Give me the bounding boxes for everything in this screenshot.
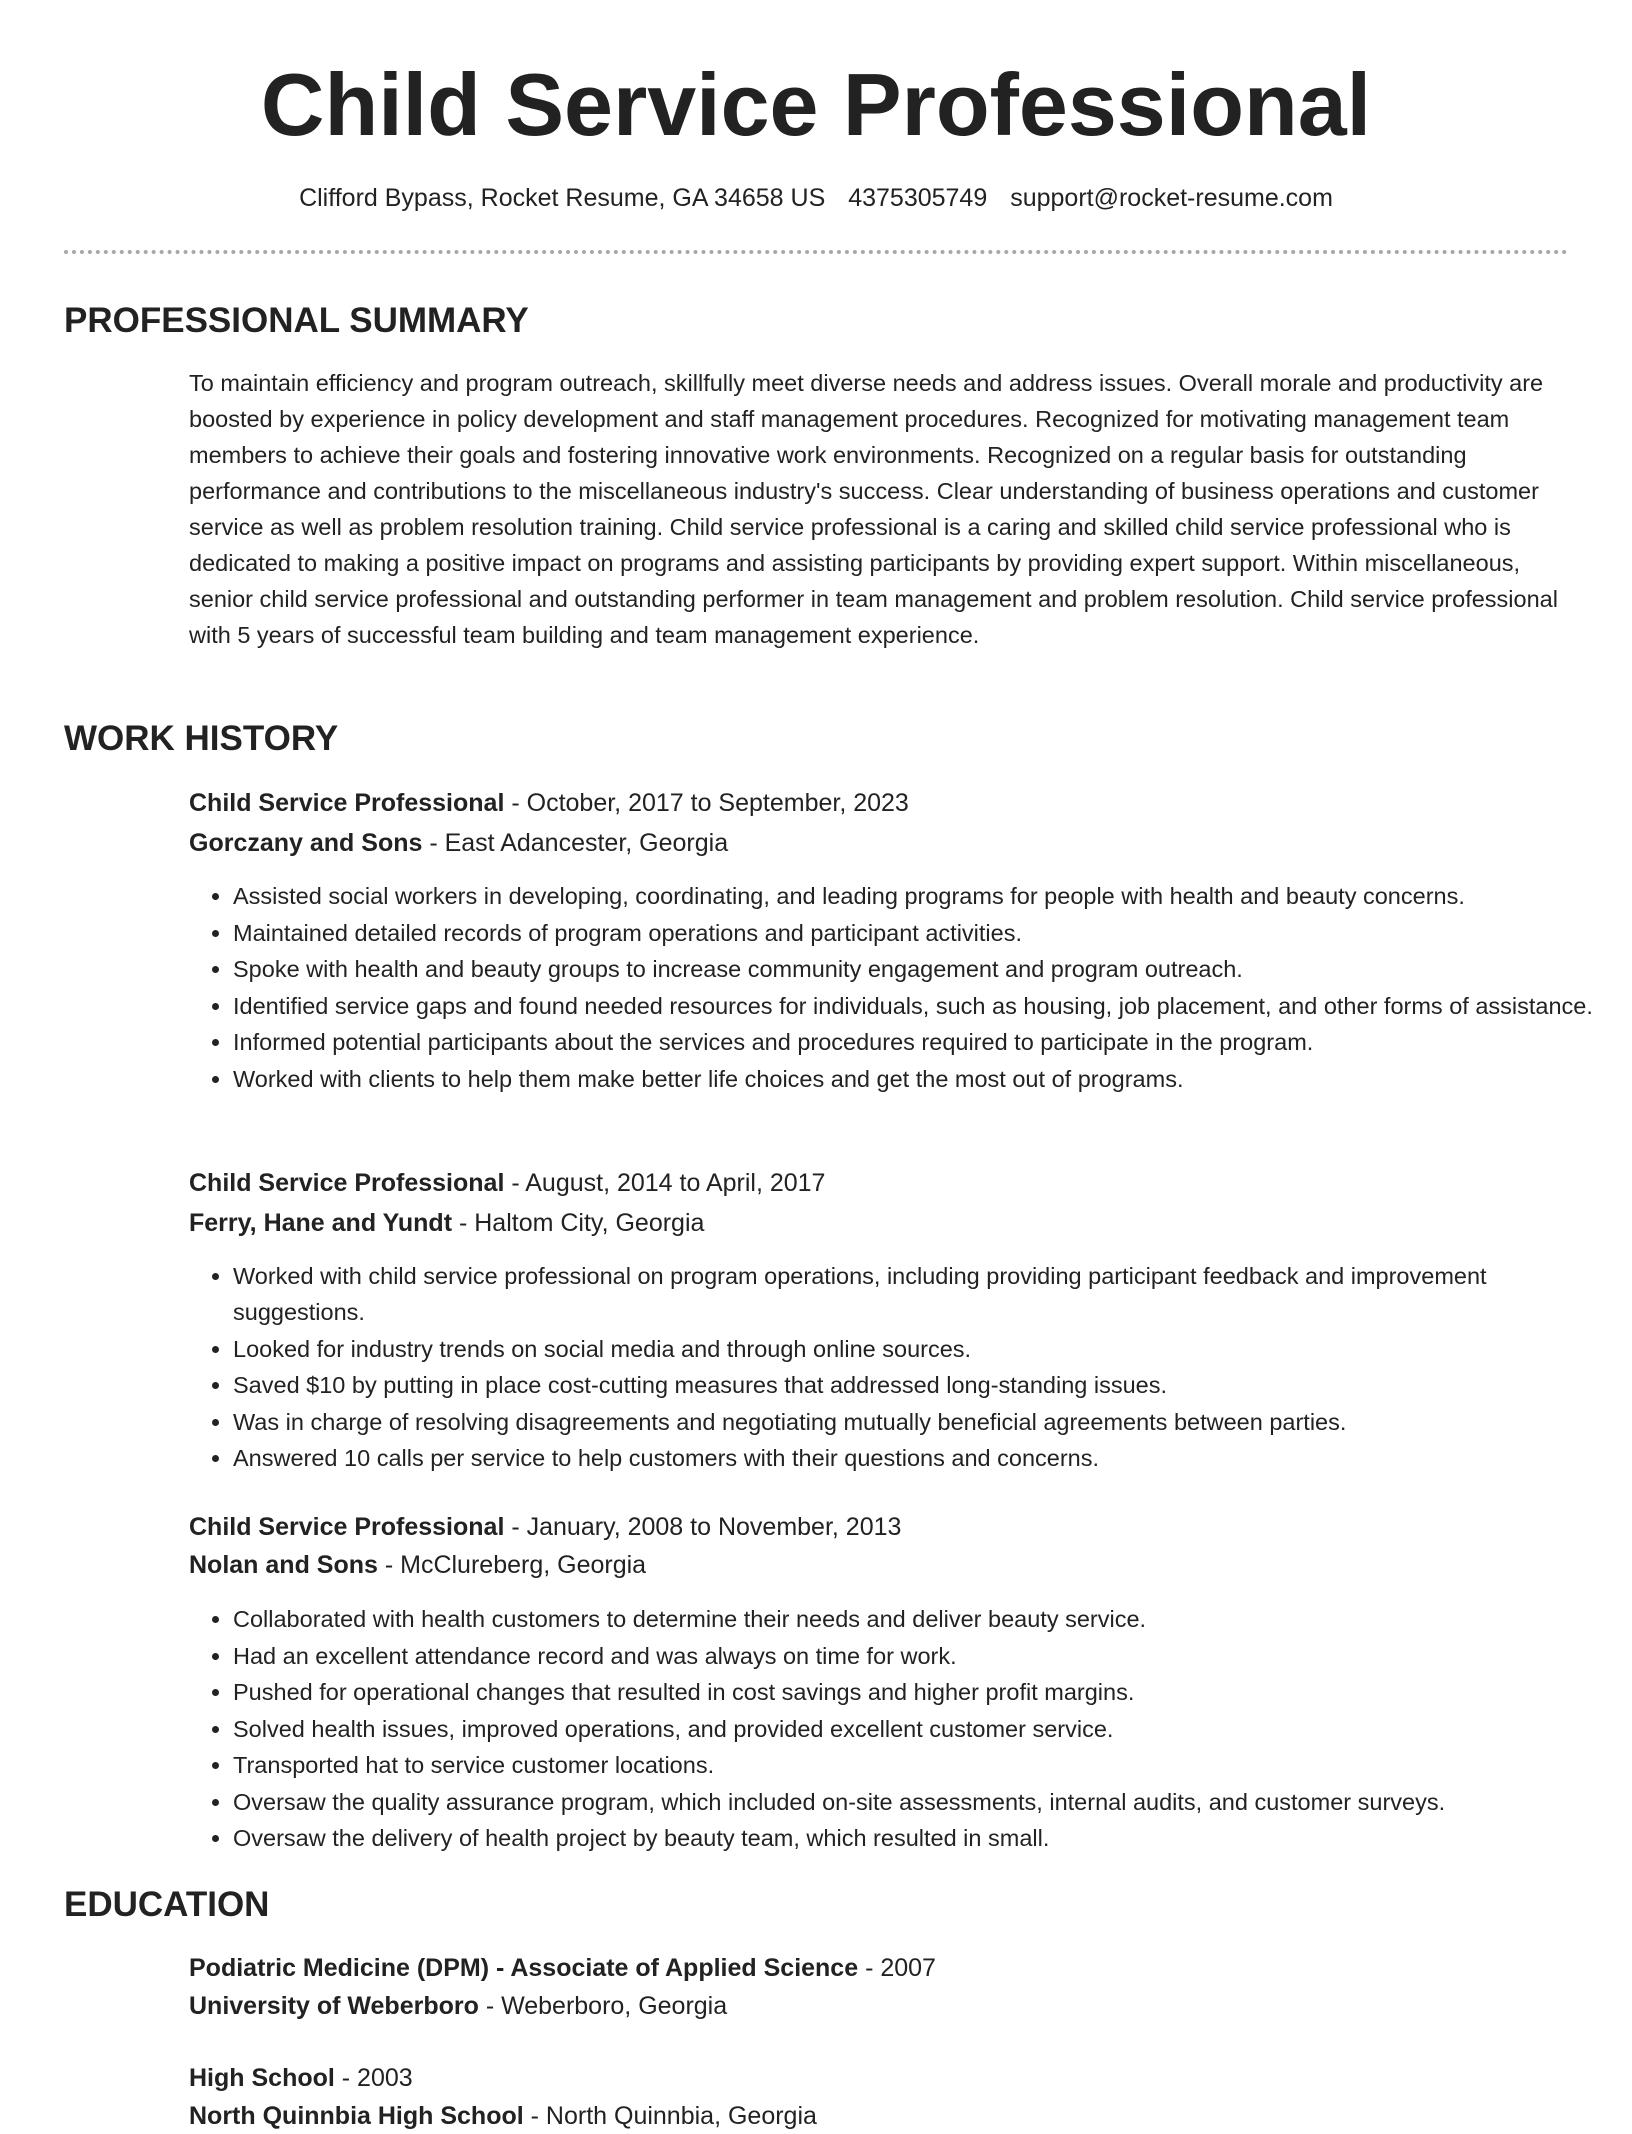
job-company: Gorczany and Sons bbox=[189, 829, 423, 857]
list-item: • Spoke with health and beauty groups to increase community engagement and program outreach. bbox=[233, 951, 1613, 987]
contact-line bbox=[0, 180, 1632, 216]
job-company-line bbox=[189, 1205, 704, 1241]
header-divider bbox=[64, 250, 1568, 254]
education-location: - Weberboro, Georgia bbox=[478, 1992, 728, 2020]
job-title-line bbox=[189, 785, 909, 821]
list-item: • Worked with clients to help them make better life choices and get the most out of programs. bbox=[233, 1061, 1613, 1097]
job-title: Child Service Professional bbox=[189, 789, 505, 817]
list-item: • Informed potential participants about the services and procedures required to participate in the program. bbox=[233, 1024, 1613, 1060]
education-degree-line bbox=[189, 2060, 413, 2096]
education-degree: Podiatric Medicine (DPM) - Associate of Applied Science bbox=[189, 1954, 859, 1982]
education-school-line bbox=[189, 2098, 817, 2134]
job-title: Child Service Professional bbox=[189, 1513, 505, 1541]
resume-title: Child Service Professional bbox=[260, 55, 1372, 154]
list-item: • Oversaw the delivery of health project by beauty team, which resulted in small. bbox=[233, 1820, 1613, 1856]
education-degree-line bbox=[189, 1950, 936, 1986]
education-degree: High School bbox=[189, 2064, 335, 2092]
job-location: - Haltom City, Georgia bbox=[452, 1209, 705, 1237]
summary-heading: PROFESSIONAL SUMMARY bbox=[64, 301, 529, 340]
job-company-line bbox=[189, 825, 728, 861]
job-bullets bbox=[189, 878, 1613, 1097]
job-bullets bbox=[189, 1601, 1613, 1857]
job-dates: - October, 2017 to September, 2023 bbox=[504, 789, 909, 817]
list-item: • Assisted social workers in developing, coordinating, and leading programs for people with health and beauty concerns. bbox=[233, 878, 1613, 914]
job-company-line bbox=[189, 1547, 646, 1583]
education-school: University of Weberboro bbox=[189, 1992, 479, 2020]
list-item: • Answered 10 calls per service to help customers with their questions and concerns. bbox=[233, 1440, 1613, 1476]
job-location: - East Adancester, Georgia bbox=[422, 829, 729, 857]
education-location: - North Quinnbia, Georgia bbox=[523, 2102, 817, 2130]
list-item: • Transported hat to service customer locations. bbox=[233, 1747, 1613, 1783]
list-item: • Collaborated with health customers to determine their needs and deliver beauty service. bbox=[233, 1601, 1613, 1637]
list-item: • Was in charge of resolving disagreements and negotiating mutually beneficial agreements between parties. bbox=[233, 1404, 1613, 1440]
education-year: - 2007 bbox=[858, 1954, 936, 1982]
education-school: North Quinnbia High School bbox=[189, 2102, 524, 2130]
list-item: • Looked for industry trends on social media and through online sources. bbox=[233, 1331, 1613, 1367]
job-location: - McClureberg, Georgia bbox=[377, 1551, 647, 1579]
job-bullets bbox=[189, 1258, 1613, 1477]
education-school-line bbox=[189, 1988, 727, 2024]
list-item: • Had an excellent attendance record and was always on time for work. bbox=[233, 1638, 1613, 1674]
contact-email: support@rocket-resume.com bbox=[1010, 184, 1333, 212]
list-item: • Saved $10 by putting in place cost-cutting measures that addressed long-standing issues. bbox=[233, 1367, 1613, 1403]
job-dates: - August, 2014 to April, 2017 bbox=[504, 1169, 826, 1197]
job-title-line bbox=[189, 1165, 825, 1201]
list-item: • Maintained detailed records of program operations and participant activities. bbox=[233, 915, 1613, 951]
list-item: • Worked with child service professional on program operations, including providing participant feedback and improvement suggestions. bbox=[233, 1258, 1613, 1330]
job-company: Ferry, Hane and Yundt bbox=[189, 1209, 453, 1237]
list-item: • Oversaw the quality assurance program, which included on-site assessments, internal audits, and customer surveys. bbox=[233, 1784, 1613, 1820]
work-history-heading: WORK HISTORY bbox=[64, 719, 339, 758]
job-title: Child Service Professional bbox=[189, 1169, 505, 1197]
job-company: Nolan and Sons bbox=[189, 1551, 378, 1579]
contact-phone: 4375305749 bbox=[848, 184, 988, 212]
list-item: • Solved health issues, improved operations, and provided excellent customer service. bbox=[233, 1711, 1613, 1747]
list-item: • Pushed for operational changes that resulted in cost savings and higher profit margins. bbox=[233, 1674, 1613, 1710]
job-title-line bbox=[189, 1509, 901, 1545]
list-item: • Identified service gaps and found needed resources for individuals, such as housing, job placement, and other forms of assistance. bbox=[233, 988, 1613, 1024]
contact-address: Clifford Bypass, Rocket Resume, GA 34658 US bbox=[299, 184, 826, 212]
summary-text: To maintain efficiency and program outreach, skillfully meet diverse needs and address issues. Overall morale and productivity are boosted by experience in policy development and staff management procedures. Recognized for motivating management team members to achieve their goals and fostering innovative work environments. Recognized on a regular basis for outstanding performance and contributions to the miscellaneous industry's success. Clear understanding of business operations and customer service as well as problem resolution training. Child service professional is a caring and skilled child service professional who is dedicated to making a positive impact on programs and assisting participants by providing expert support. Within miscellaneous, senior child service professional and outstanding performer in team management and problem resolution. Child service professional with 5 years of successful team building and team management experience. bbox=[189, 370, 1558, 648]
education-year: - 2003 bbox=[334, 2064, 413, 2092]
education-heading: EDUCATION bbox=[64, 1885, 270, 1924]
job-dates: - January, 2008 to November, 2013 bbox=[504, 1513, 902, 1541]
